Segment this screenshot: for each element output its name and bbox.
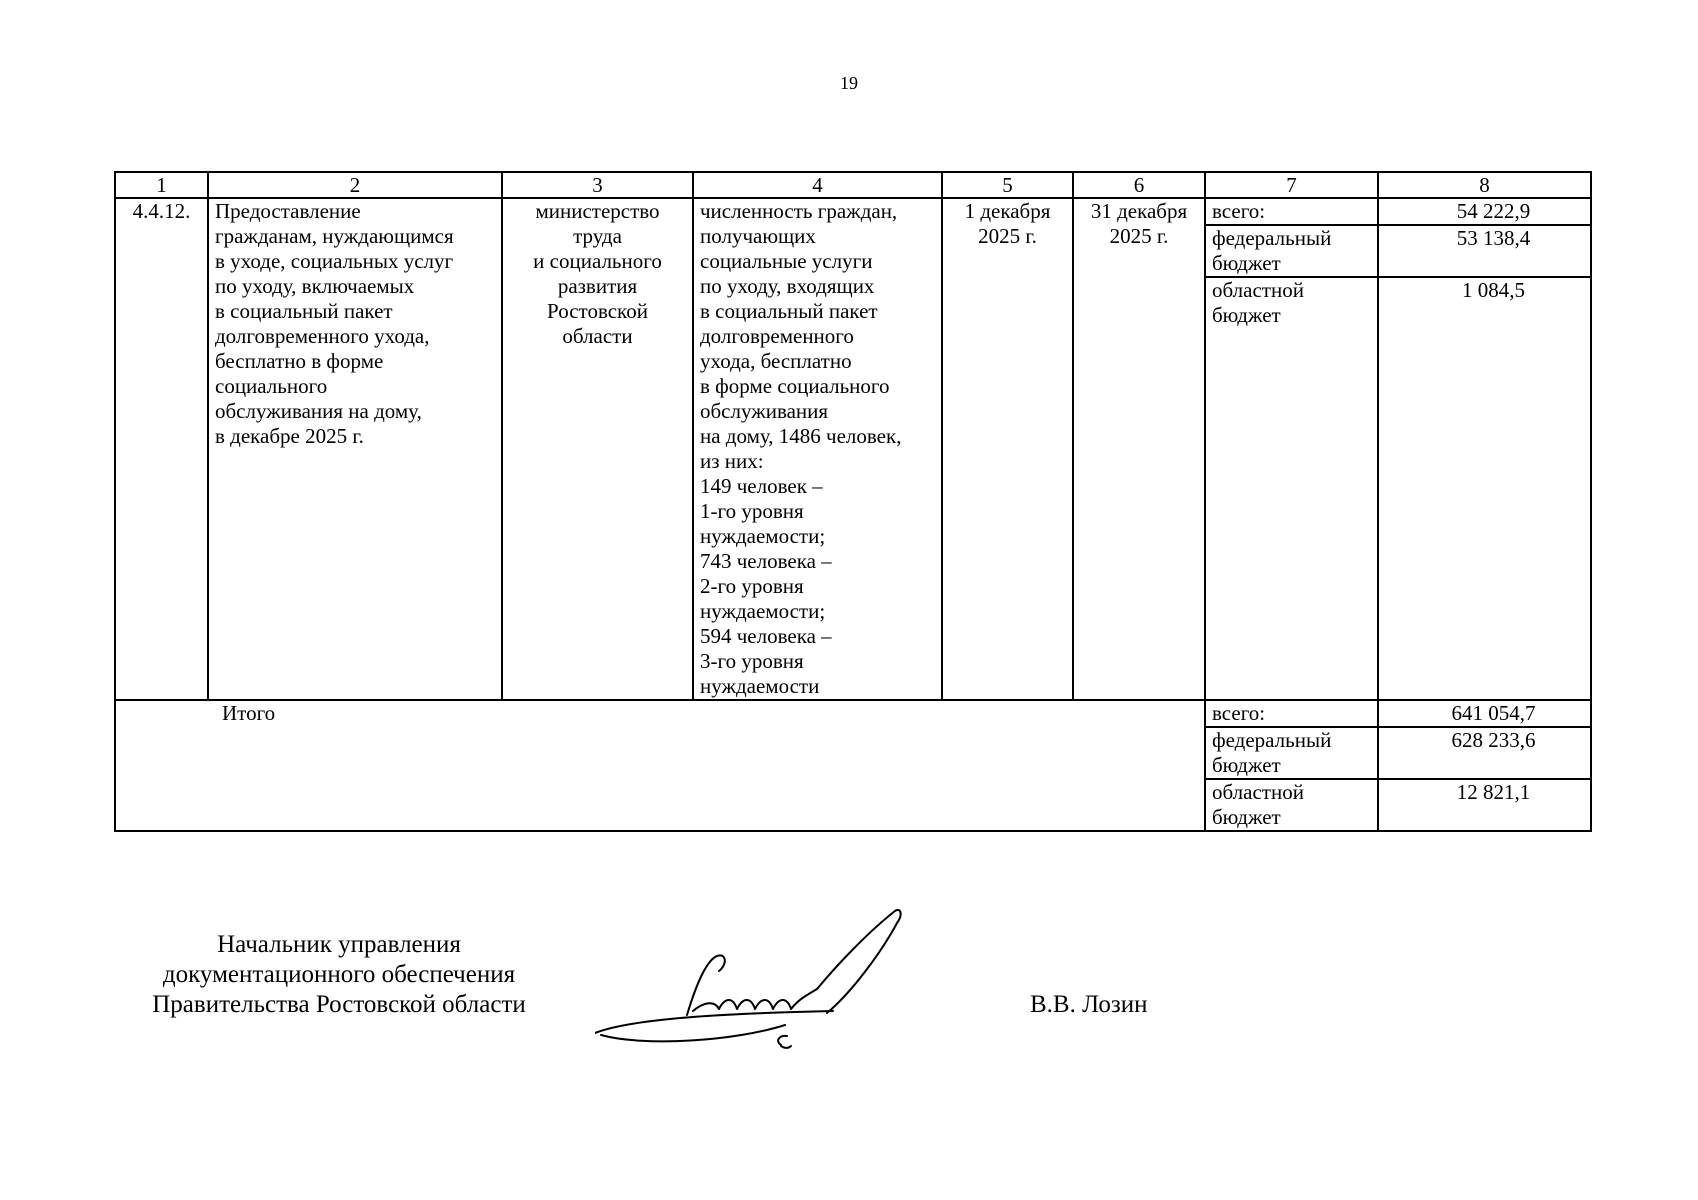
funding-amount: 53 138,4 bbox=[1378, 225, 1591, 277]
funding-source: всего: bbox=[1205, 198, 1378, 225]
handwritten-signature bbox=[595, 905, 925, 1055]
funding-amount: 1 084,5 bbox=[1378, 277, 1591, 700]
header-cell: 1 bbox=[115, 172, 208, 198]
row-number: 4.4.12. bbox=[115, 198, 208, 700]
start-date-cell: 1 декабря 2025 г. bbox=[942, 198, 1073, 700]
funding-source: областной бюджет bbox=[1205, 277, 1378, 700]
signatory-position: Начальник управления документационного обеспечения Правительства Ростовской области bbox=[152, 931, 526, 1018]
header-cell: 4 bbox=[693, 172, 942, 198]
page-number: 19 bbox=[840, 73, 858, 93]
header-cell: 6 bbox=[1073, 172, 1205, 198]
executor-cell: министерство труда и социального развития Ростовской области bbox=[502, 198, 693, 700]
end-date-cell: 31 декабря 2025 г. bbox=[1073, 198, 1205, 700]
header-cell: 7 bbox=[1205, 172, 1378, 198]
funding-source: федеральный бюджет bbox=[1205, 225, 1378, 277]
total-funding-amount: 628 233,6 bbox=[1378, 727, 1591, 779]
total-funding-amount: 12 821,1 bbox=[1378, 779, 1591, 831]
data-table bbox=[114, 171, 1592, 832]
total-funding-source: федеральный бюджет bbox=[1205, 727, 1378, 779]
table-header-row bbox=[115, 172, 1591, 198]
funding-amount: 54 222,9 bbox=[1378, 198, 1591, 225]
total-funding-amount: 641 054,7 bbox=[1378, 700, 1591, 727]
table-row bbox=[115, 198, 1591, 225]
header-cell: 2 bbox=[208, 172, 502, 198]
header-cell: 8 bbox=[1378, 172, 1591, 198]
total-funding-source: всего: bbox=[1205, 700, 1378, 727]
total-funding-source: областной бюджет bbox=[1205, 779, 1378, 831]
activity-cell: Предоставление гражданам, нуждающимся в уходе, социальных услуг по уходу, включаемых в социальный пакет долговременного ухода, бесплатно в форме социального обслуживания на дому, в декабре 2025 г. bbox=[208, 198, 502, 700]
header-cell: 5 bbox=[942, 172, 1073, 198]
total-row bbox=[115, 700, 1591, 727]
header-cell: 3 bbox=[502, 172, 693, 198]
signatory-name: В.В. Лозин bbox=[1030, 991, 1148, 1018]
result-cell: численность граждан, получающих социальные услуги по уходу, входящих в социальный пакет долговременного ухода, бесплатно в форме социального обслуживания на дому, 1486 человек, из них: 149 человек – 1-го уровня нуждаемости; 743 человека – 2-го уровня нуждаемости; 594 человека – 3-го уровня нуждаемости bbox=[693, 198, 942, 700]
total-label: Итого bbox=[115, 700, 1205, 831]
